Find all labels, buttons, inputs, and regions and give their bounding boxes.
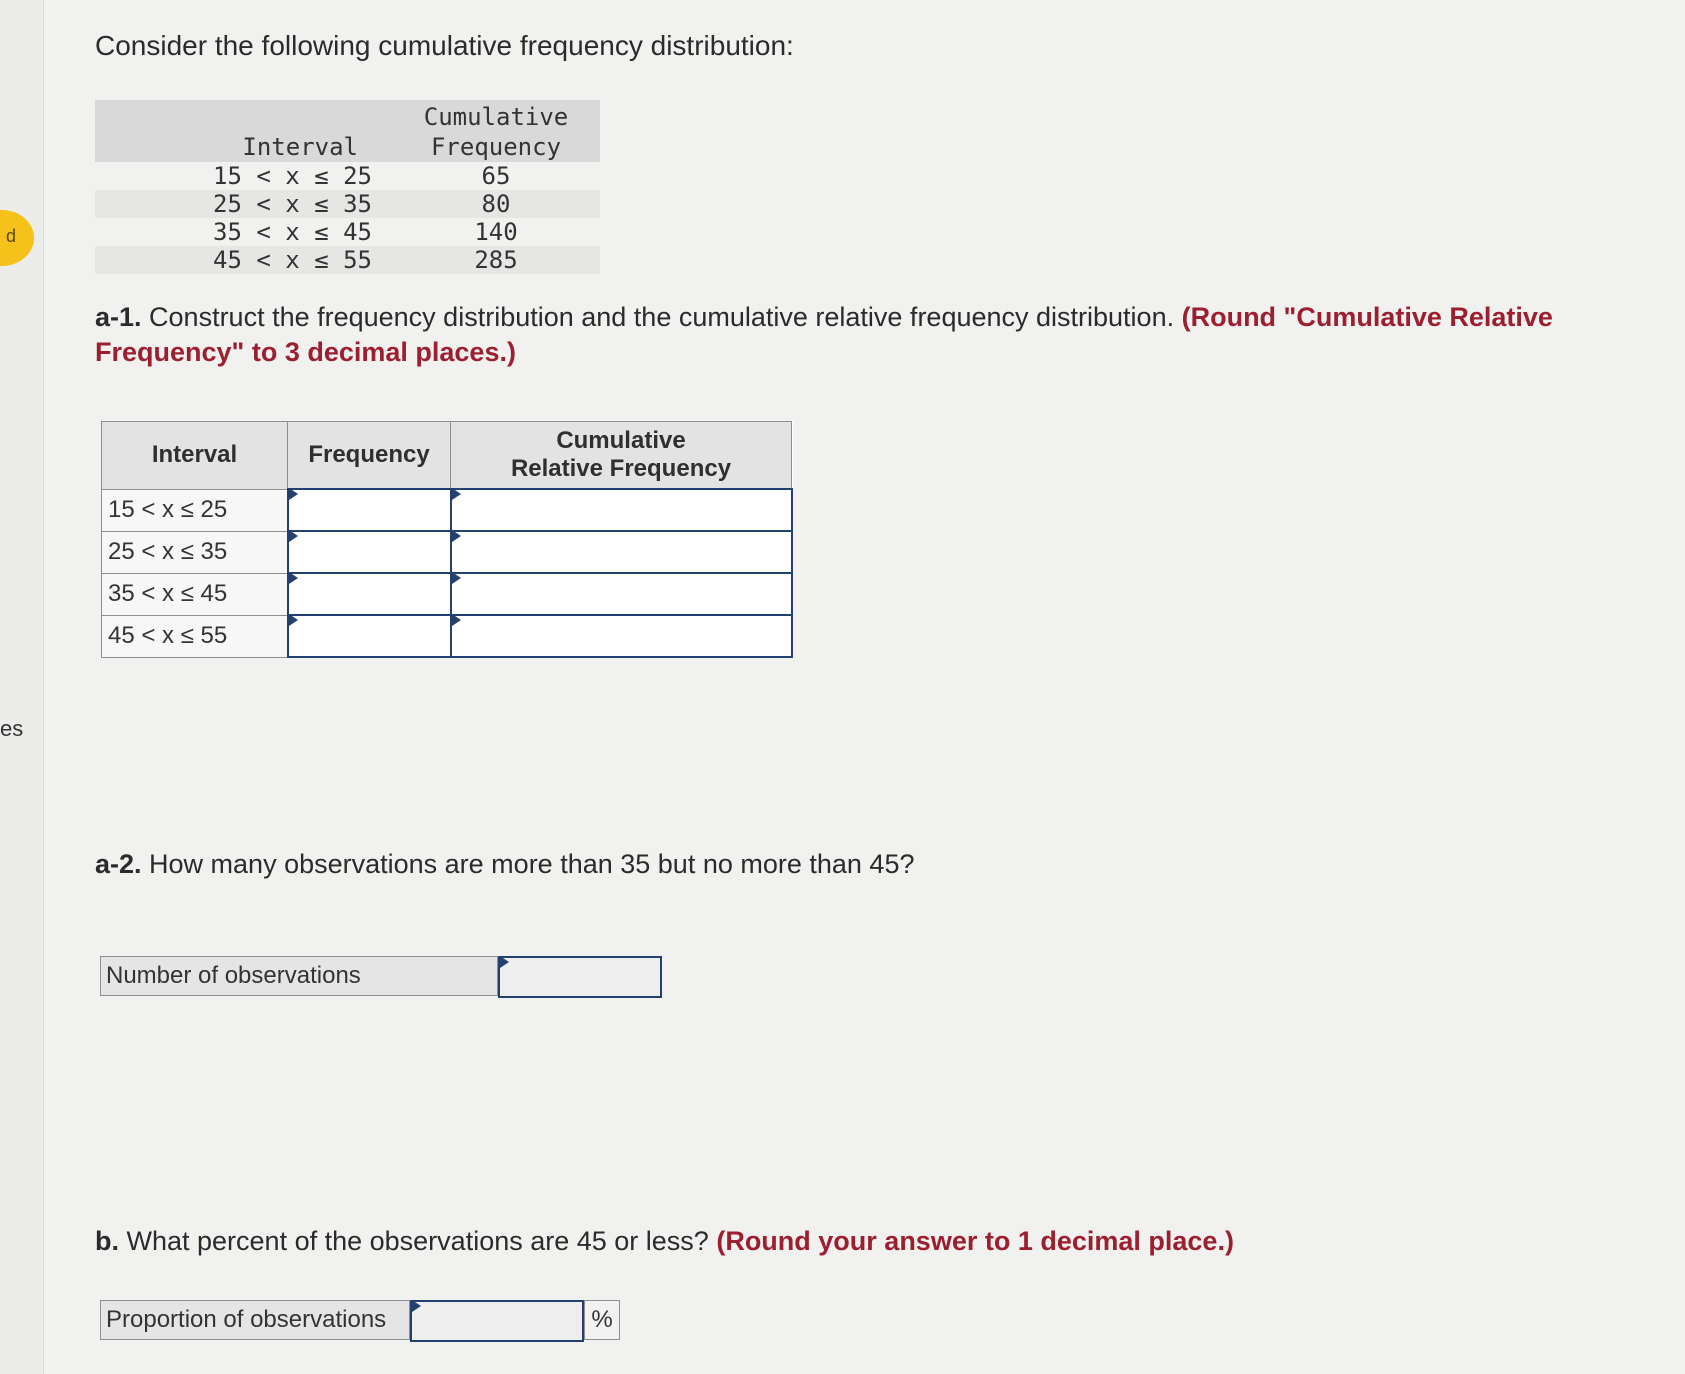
- question-a1-label: a-1.: [95, 302, 142, 332]
- given-cumfreq: 80: [392, 190, 600, 218]
- answer-header-cumrel: Cumulative Relative Frequency: [451, 422, 792, 490]
- frequency-input[interactable]: [288, 531, 451, 573]
- proportion-of-observations-label: Proportion of observations: [100, 1300, 410, 1340]
- answer-interval: 35 < x ≤ 45: [102, 573, 288, 615]
- cumulative-relative-frequency-input[interactable]: [451, 615, 792, 657]
- given-cumfreq: 285: [392, 246, 600, 274]
- given-row: [95, 162, 600, 190]
- given-interval: 35 < x ≤ 45: [213, 218, 372, 246]
- intro-text: Consider the following cumulative frequency distribution:: [95, 30, 794, 61]
- question-a2-text: How many observations are more than 35 but no more than 45?: [141, 849, 915, 879]
- frequency-input[interactable]: [288, 489, 451, 531]
- question-a2: [95, 847, 914, 882]
- table-row: [102, 615, 792, 657]
- given-interval: 15 < x ≤ 25: [213, 162, 372, 190]
- given-interval: 25 < x ≤ 35: [95, 190, 392, 218]
- question-b-text: What percent of the observations are 45 or less?: [119, 1226, 717, 1256]
- question-b-label: b.: [95, 1226, 119, 1256]
- given-header-cumfreq: Cumulative Frequency: [392, 100, 600, 162]
- question-a1: [95, 300, 1685, 370]
- number-of-observations-input[interactable]: [498, 956, 662, 998]
- given-cumfreq: 140: [474, 218, 518, 246]
- table-row: [102, 573, 792, 615]
- question-badge[interactable]: [0, 210, 34, 266]
- frequency-input[interactable]: [288, 615, 451, 657]
- answer-header-interval: Interval: [102, 422, 288, 490]
- answer-interval: 15 < x ≤ 25: [102, 489, 288, 531]
- table-row: [102, 531, 792, 573]
- answer-interval: 45 < x ≤ 55: [102, 615, 288, 657]
- question-a1-text: Construct the frequency distribution and the cumulative relative frequency distribution.: [141, 302, 1182, 332]
- given-interval: 45 < x ≤ 55: [95, 246, 392, 274]
- question-b-instruction: (Round your answer to 1 decimal place.): [716, 1226, 1234, 1256]
- badge-text: d: [5, 226, 16, 246]
- given-row: [95, 190, 600, 218]
- question-a1-instruction: (Round "Cumulative Relative Frequency" to 3 decimal places.): [95, 302, 1553, 367]
- cumulative-relative-frequency-input[interactable]: [451, 573, 792, 615]
- answer-interval: 25 < x ≤ 35: [102, 531, 288, 573]
- cumulative-relative-frequency-input[interactable]: [451, 489, 792, 531]
- given-cumfreq: 65: [481, 162, 511, 190]
- answer-header-frequency: Frequency: [288, 422, 451, 490]
- number-of-observations-row: [100, 956, 662, 998]
- percent-unit-label: %: [584, 1300, 620, 1340]
- left-panel-strip: [0, 0, 44, 1374]
- given-row: [95, 246, 600, 274]
- question-a2-label: a-2.: [95, 849, 142, 879]
- table-row: [102, 489, 792, 531]
- number-of-observations-label: Number of observations: [100, 956, 498, 996]
- question-b: [95, 1224, 1234, 1259]
- cumulative-relative-frequency-input[interactable]: [451, 531, 792, 573]
- given-header-interval: Interval: [95, 100, 392, 162]
- given-cumulative-table: [95, 100, 600, 274]
- proportion-of-observations-row: [100, 1300, 620, 1342]
- sidebar-label: es: [0, 716, 24, 741]
- frequency-input[interactable]: [288, 573, 451, 615]
- given-row: [95, 218, 600, 246]
- proportion-of-observations-input[interactable]: [410, 1300, 584, 1342]
- answer-table: [101, 421, 793, 658]
